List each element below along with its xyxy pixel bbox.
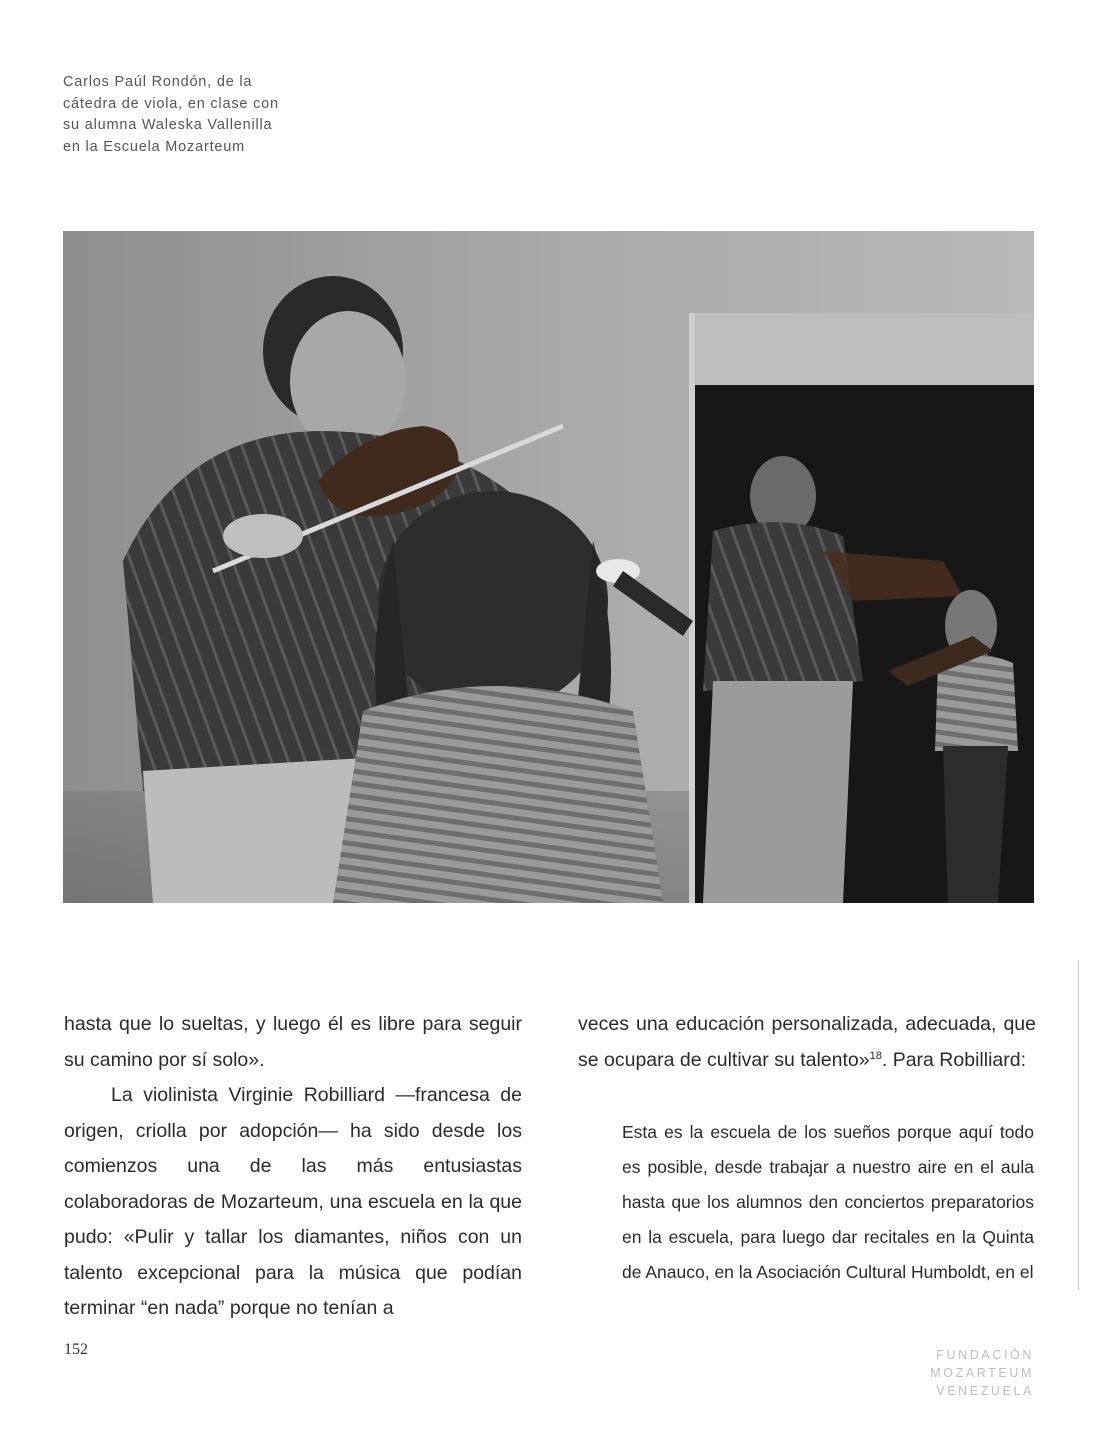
foundation-logo <box>930 1346 1034 1400</box>
caption-line: cátedra de viola, en clase con <box>63 95 279 112</box>
paragraph: La violinista Virginie Robilliard —francesa de origen, criolla por adopción— ha sido desde los comienzos una de las más entusiastas colaboradoras de Mozarteum, una escuela en la que pudo: «Pulir y tallar los diamantes, niños con un talento excepcional para la música que podían terminar “en nada” porque no tenían a <box>64 1084 522 1319</box>
footnote-marker: 18 <box>869 1049 882 1062</box>
page-number: 152 <box>64 1341 88 1358</box>
body-column-left <box>64 1007 522 1327</box>
foundation-line: MOZARTEUM <box>930 1366 1034 1380</box>
caption-line: en la Escuela Mozarteum <box>63 138 246 155</box>
paragraph-text: veces una educación personalizada, adecuada, que se ocupara de cultivar su talento» <box>578 1013 1036 1071</box>
quote-text: Esta es la escuela de los sueños porque aquí todo es posible, desde trabajar a nuestro aire en el aula hasta que los alumnos den conciertos preparatorios en la escuela, para luego dar recitales en la Quinta de Anauco, en la Asociación Cultural Humboldt, en el <box>622 1122 1034 1282</box>
caption-line: su alumna Waleska Vallenilla <box>63 117 273 133</box>
foundation-line: VENEZUELA <box>936 1384 1034 1398</box>
caption-line: Carlos Paúl Rondón, de la <box>63 74 253 90</box>
block-quote <box>622 1115 1034 1290</box>
foundation-line: FUNDACIÓN <box>936 1348 1034 1362</box>
photo-rendering <box>63 231 1034 903</box>
photograph <box>63 231 1034 903</box>
paragraph-text: . Para Robilliard: <box>881 1048 1027 1071</box>
paragraph <box>578 1007 1036 1078</box>
paragraph: hasta que lo sueltas, y luego él es libre para seguir su camino por sí solo». <box>64 1013 522 1071</box>
body-column-right <box>578 1007 1036 1078</box>
page-edge-divider <box>1078 960 1079 1290</box>
photo-caption <box>63 72 283 158</box>
